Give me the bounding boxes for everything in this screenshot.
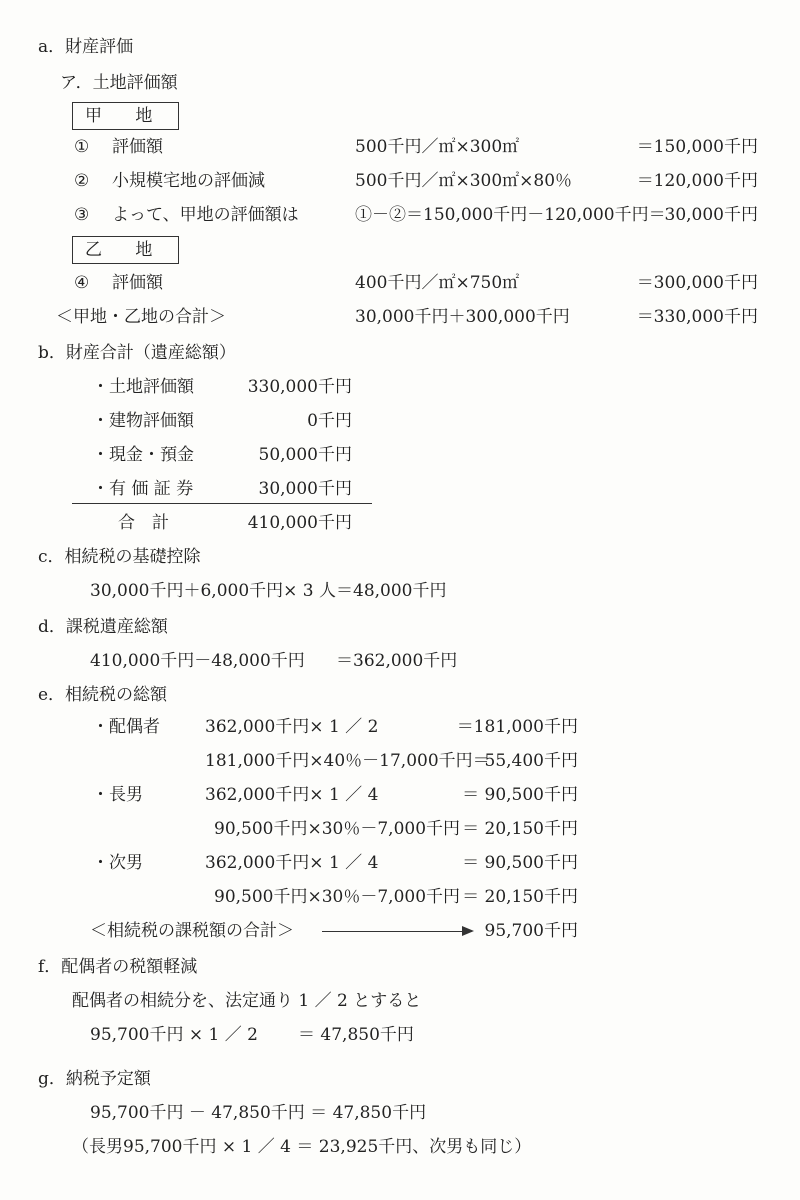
spouse-reduction-result: ＝ 47,850千円: [298, 1025, 414, 1045]
eldest-son-result-1: ＝ 90,500千円: [462, 785, 578, 805]
section-b-heading: b．財産合計（遺産総額）: [38, 343, 236, 363]
arrow-icon: [322, 931, 472, 932]
spouse-result-2: 55,400千円: [484, 751, 578, 771]
asset-row-value: 30,000千円: [258, 479, 352, 499]
eldest-son-calc-1: 362,000千円× 1 ／ 4: [205, 785, 379, 805]
item1-calc: 500千円／㎡×300㎡: [355, 137, 520, 157]
section-g-heading: g．納税予定額: [38, 1069, 151, 1089]
eldest-son-calc-2: 90,500千円×30％－7,000千円: [214, 819, 461, 839]
spouse-label: ・配偶者: [92, 717, 160, 737]
scheduled-tax-calc: 95,700千円 － 47,850千円 ＝ 47,850千円: [90, 1103, 427, 1123]
tax-total-value: 95,700千円: [484, 921, 578, 941]
section-a-subheading: ア．土地評価額: [60, 73, 178, 93]
item1-num: ①: [74, 137, 90, 157]
item2-calc: 500千円／㎡×300㎡×80％: [355, 171, 573, 191]
asset-row-value: 0千円: [307, 411, 352, 431]
item3-num: ③: [74, 205, 90, 225]
second-son-calc-2: 90,500千円×30％－7,000千円: [214, 887, 461, 907]
eldest-son-result-2: ＝ 20,150千円: [462, 819, 578, 839]
item1-result: ＝150,000千円: [636, 137, 758, 157]
item4-result: ＝300,000千円: [636, 273, 758, 293]
land-total-calc: 30,000千円＋300,000千円: [355, 307, 570, 327]
asset-row-label: ・現金・預金: [92, 445, 194, 465]
item3-calc: ①－②＝150,000千円－120,000千円＝: [355, 205, 666, 225]
asset-row-label: ・有 価 証 券: [92, 479, 194, 499]
asset-row-value: 50,000千円: [258, 445, 352, 465]
eldest-son-label: ・長男: [92, 785, 143, 805]
item2-result: ＝120,000千円: [636, 171, 758, 191]
second-son-result-1: ＝ 90,500千円: [462, 853, 578, 873]
item3-label: よって、甲地の評価額は: [112, 205, 299, 225]
kouchi-box: 甲 地: [72, 102, 179, 130]
basic-deduction-calc: 30,000千円＋6,000千円× 3 人＝48,000千円: [90, 581, 447, 601]
otsuchi-box: 乙 地: [72, 236, 179, 264]
section-f-heading: f．配偶者の税額軽減: [38, 957, 198, 977]
item4-num: ④: [74, 273, 90, 293]
total-rule: [72, 503, 372, 504]
item4-label: 評価額: [112, 273, 163, 293]
item4-calc: 400千円／㎡×750㎡: [355, 273, 520, 293]
asset-row-label: ・建物評価額: [92, 411, 194, 431]
section-e-heading: e．相続税の総額: [38, 685, 168, 705]
land-total-result: ＝330,000千円: [636, 307, 758, 327]
scheduled-tax-note: （長男95,700千円 × 1 ／ 4 ＝ 23,925千円、次男も同じ）: [72, 1137, 532, 1157]
taxable-estate-result: ＝362,000千円: [336, 651, 458, 671]
item2-label: 小規模宅地の評価減: [112, 171, 265, 191]
spouse-reduction-calc: 95,700千円 × 1 ／ 2: [90, 1025, 258, 1045]
item3-result: 30,000千円: [664, 205, 758, 225]
item2-num: ②: [74, 171, 90, 191]
land-total-label: ＜甲地・乙地の合計＞: [56, 307, 226, 327]
second-son-result-2: ＝ 20,150千円: [462, 887, 578, 907]
asset-total-label: 合 計: [118, 513, 169, 533]
asset-row-label: ・土地評価額: [92, 377, 194, 397]
spouse-calc-1: 362,000千円× 1 ／ 2: [205, 717, 379, 737]
section-a-heading: a．財産評価: [38, 37, 134, 57]
spouse-share-text: 配偶者の相続分を、法定通り 1 ／ 2 とすると: [72, 991, 422, 1011]
second-son-label: ・次男: [92, 853, 143, 873]
item1-label: 評価額: [112, 137, 163, 157]
second-son-calc-1: 362,000千円× 1 ／ 4: [205, 853, 379, 873]
taxable-estate-calc: 410,000千円－48,000千円: [90, 651, 305, 671]
asset-total-value: 410,000千円: [247, 513, 352, 533]
spouse-result-1: ＝181,000千円: [456, 717, 578, 737]
spouse-calc-2: 181,000千円×40％－17,000千円＝: [205, 751, 490, 771]
section-d-heading: d．課税遺産総額: [38, 617, 168, 637]
section-c-heading: c．相続税の基礎控除: [38, 547, 201, 567]
asset-row-value: 330,000千円: [247, 377, 352, 397]
tax-total-label: ＜相続税の課税額の合計＞: [90, 921, 294, 941]
